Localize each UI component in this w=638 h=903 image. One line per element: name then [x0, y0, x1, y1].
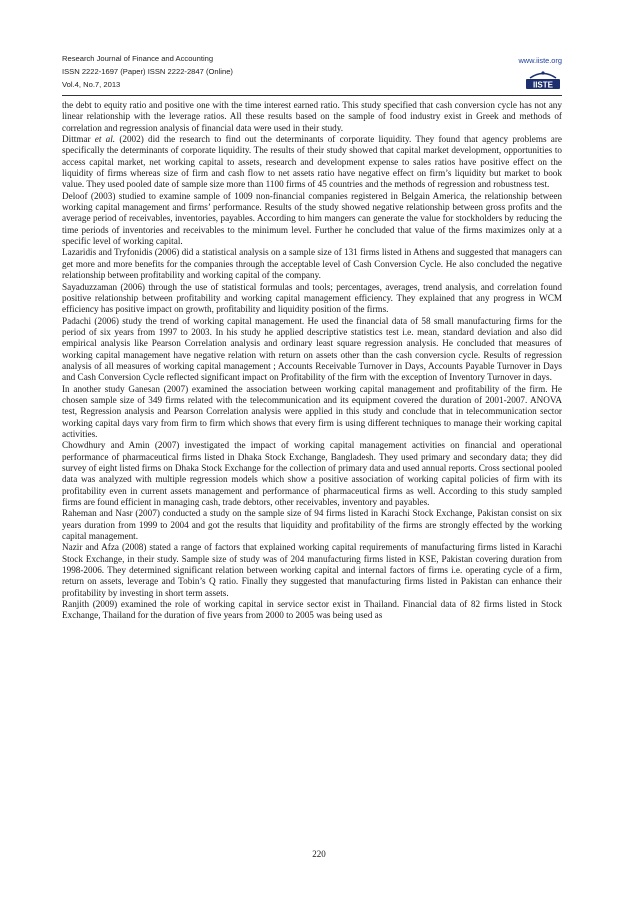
- paragraph: Dittmar et al. (2002) did the research to find out the determinants of corporate liquidity. They found that agency problems are specifically the determinants of corporate liquidity. The results of their study showed that capital market development, opportunities to access capital market, net working capital to assets, research and development expense to sales ratios have positive effect on the liquidity of firms whereas size of firm and cash flow to net assets ratio have negative effect on firm’s liquidity but market to book value. They used pooled date of sample size more than 1100 firms of 45 countries and the methods of regression and robustness test.: [62, 134, 562, 190]
- logo-text: IISTE: [532, 80, 554, 90]
- paragraph: Chowdhury and Amin (2007) investigated the impact of working capital management activities on financial and operational performance of pharmaceutical firms listed in Dhaka Stock Exchange, Bangladesh. They used primary and secondary data; they did survey of eight listed firms on Dhaka Stock Exchange for the collection of primary data and used annual reports. Cross sectional pooled data was analyzed with multiple regression models which show a positive association of working capital policies of firm with its profitability even in current assets management and performance of pharmaceutical firms as well. According to this study sampled firms are found efficient in managing cash, trade debtors, other receivables, inventory and payables.: [62, 440, 562, 508]
- iiste-logo: [524, 68, 562, 90]
- paragraph: the debt to equity ratio and positive one with the time interest earned ratio. This study specified that cash conversion cycle has not any linear relationship with the leverage ratios. All these results based on the sample of food industry exist in Greek and methods of correlation and regression analysis of financial data were used in their study.: [62, 100, 562, 133]
- journal-title: Research Journal of Finance and Accounting: [62, 54, 214, 63]
- paragraph: Deloof (2003) studied to examine sample of 1009 non-financial companies registered in Belgain America, the relationship between working capital management and firms’ performance. Results of the study showed negative relationship between gross profits and the average period of receivables, inventories, payables. According to him mangers can generate the value for stockholders by reducing the time periods of inventories and receivables to the minimum level. Further he concluded that value of the firms maximizes only at a specific level of working capital.: [62, 190, 562, 247]
- paragraph: Lazaridis and Tryfonidis (2006) did a statistical analysis on a sample size of 131 firms listed in Athens and suggested that managers can get more and more benefits for the companies through the acceptable level of Cash Conversion Cycle. He also concluded the negative relationship between profitability and working capital of the company.: [62, 247, 562, 281]
- paragraph: In another study Ganesan (2007) examined the association between working capital management and profitability of the firm. He chosen sample size of 349 firms related with the telecommunication and its equipment covered the duration of 2001-2007. ANOVA test, Regression analysis and Pearson Correlation analysis were applied in this study and conclude that in telecommunication sector working capital days vary from firm to firm which shows that every firm is using different techniques to manage their working capital activities.: [62, 383, 562, 439]
- paragraph: Sayaduzzaman (2006) through the use of statistical formulas and tools; percentages, averages, trend analysis, and correlation found positive relationship between profitability and working capital management efficiency. They explained that any progress in WCM efficiency has positive impact on growth, profitability and liquidity position of the firms.: [62, 281, 562, 315]
- journal-url-link[interactable]: www.iiste.org: [518, 56, 562, 65]
- paragraph: Nazir and Afza (2008) stated a range of factors that explained working capital requirements of manufacturing firms listed in Karachi Stock Exchange, in their study. Sample size of study was of 204 manufacturing firms listed in KSE, Pakistan covering duration from 1998-2006. They determined significant relation between working capital and internal factors of firms i.e. operating cycle of a firm, return on assets, leverage and Tobin’s Q ratio. Finally they suggested that manufacturing firms listed in Pakistan can enhance their profitability by investing in short term assets.: [62, 542, 562, 598]
- issn-line: ISSN 2222-1697 (Paper) ISSN 2222-2847 (Online): [62, 67, 233, 76]
- header-rule: [62, 95, 562, 96]
- paragraph: Padachi (2006) study the trend of working capital management. He used the financial data of 58 small manufacturing firms for the period of six years from 1997 to 2003. In his study he applied descriptive statistics test i.e. mean, standard deviation and also did empirical analysis like Pearson Correlation analysis and ordinary least square regression analysis. He concluded that measures of working capital management have negative relation with return on assets other than the cash conversion cycle. Results of regression analysis of all measures of working capital management ; Accounts Receivable Turnover in Days, Accounts Payable Turnover in Days and Cash Conversion Cycle reflected significant impact on Profitability of the firm with the exception of Inventory Turnover in days.: [62, 315, 562, 383]
- emphasis: et al.: [94, 134, 116, 145]
- paragraph: Raheman and Nasr (2007) conducted a study on the sample size of 94 firms listed in Karachi Stock Exchange, Pakistan consist on six years duration from 1999 to 2004 and got the results that liquidity and profitability of the firms are strongly effected by the working capital management.: [62, 508, 562, 542]
- article-body: [62, 100, 562, 840]
- paragraph: Ranjith (2009) examined the role of working capital in service sector exist in Thailand. Financial data of 82 firms listed in Stock Exchange, Thailand for the duration of five years from 2000 to 2005 was being used as: [62, 599, 562, 621]
- page-header: [62, 54, 562, 92]
- volume-line: Vol.4, No.7, 2013: [62, 80, 121, 89]
- page-number: 220: [312, 849, 326, 859]
